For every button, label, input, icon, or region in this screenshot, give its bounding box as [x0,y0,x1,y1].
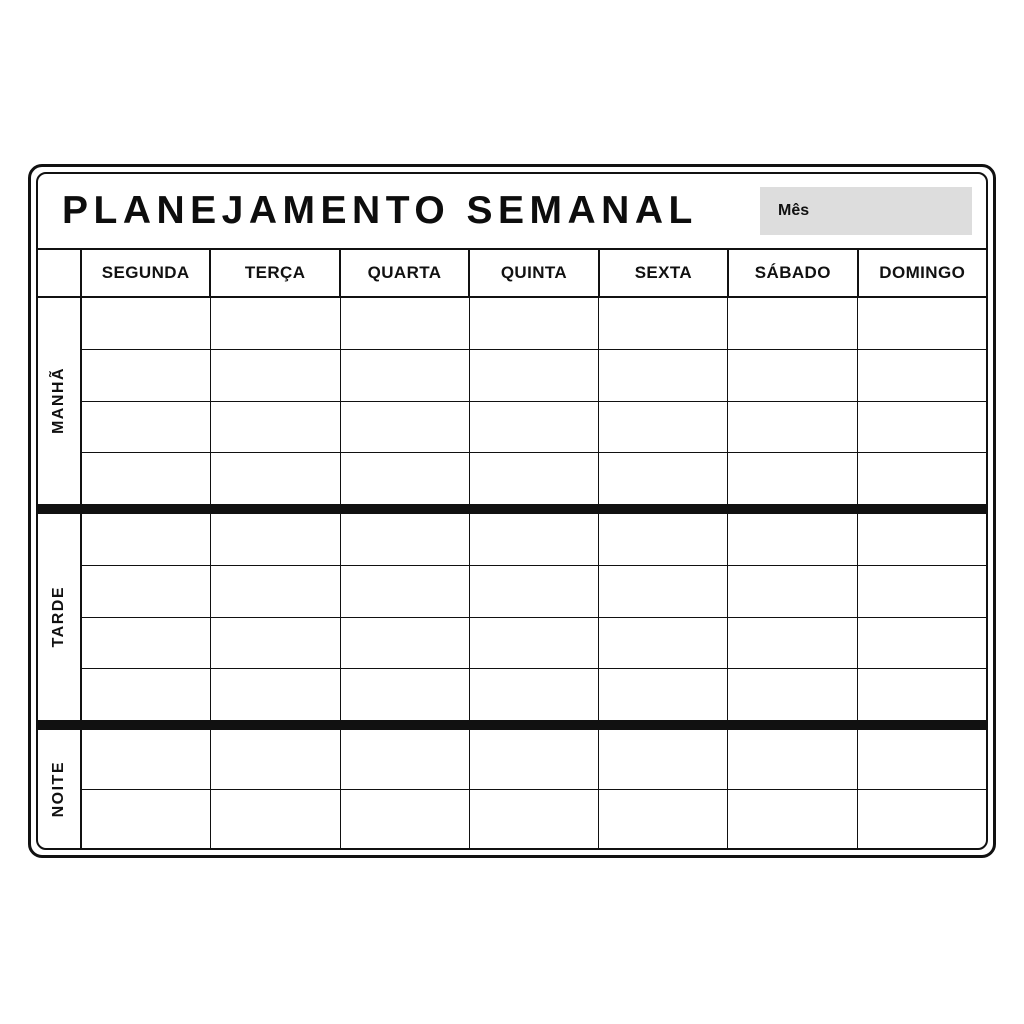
cell[interactable] [341,730,470,789]
cell[interactable] [470,350,599,401]
cell[interactable] [728,618,857,669]
table-row [82,730,986,790]
cell[interactable] [858,298,986,349]
table-row [82,790,986,849]
table-row [82,669,986,720]
period-grid-tarde [82,514,986,720]
cell[interactable] [470,669,599,720]
cell[interactable] [599,298,728,349]
section-divider [38,504,986,514]
cell[interactable] [211,402,340,453]
cell[interactable] [211,730,340,789]
cell[interactable] [858,790,986,849]
cell[interactable] [728,453,857,504]
cell[interactable] [341,669,470,720]
table-row [82,402,986,454]
cell[interactable] [211,566,340,617]
cell[interactable] [599,730,728,789]
period-block-tarde [38,514,986,720]
cell[interactable] [858,514,986,565]
cell[interactable] [599,790,728,849]
cell[interactable] [599,350,728,401]
month-label: Mês [778,202,810,219]
cell[interactable] [341,790,470,849]
section-divider [38,720,986,730]
period-grid-noite [82,730,986,848]
table-row [82,618,986,670]
planner-table [38,250,986,848]
day-header-domingo: DOMINGO [879,263,966,282]
period-block-manha [38,298,986,504]
cell[interactable] [728,730,857,789]
period-label-tarde-text: TARDE [50,586,67,648]
day-header-sabado: SÁBADO [729,250,858,296]
cell[interactable] [341,514,470,565]
cell[interactable] [82,566,211,617]
day-header-quinta: QUINTA [470,250,599,296]
cell[interactable] [82,298,211,349]
cell[interactable] [211,669,340,720]
cell[interactable] [470,790,599,849]
cell[interactable] [599,618,728,669]
page-title: PLANEJAMENTO SEMANAL [62,189,698,232]
cell[interactable] [599,514,728,565]
period-label-noite [38,730,82,848]
cell[interactable] [858,350,986,401]
cell[interactable] [470,453,599,504]
cell[interactable] [470,298,599,349]
cell[interactable] [211,790,340,849]
weekly-planner-board [28,164,996,858]
cell[interactable] [341,402,470,453]
table-row [82,350,986,402]
cell[interactable] [470,402,599,453]
cell[interactable] [211,350,340,401]
cell[interactable] [728,402,857,453]
title-bar [38,174,986,250]
table-row [82,514,986,566]
cell[interactable] [728,514,857,565]
period-grid-manha [82,298,986,504]
cell[interactable] [341,298,470,349]
table-row [82,453,986,504]
cell[interactable] [341,566,470,617]
cell[interactable] [211,298,340,349]
cell[interactable] [858,402,986,453]
day-header-quarta: QUARTA [341,250,470,296]
cell[interactable] [341,350,470,401]
cell[interactable] [858,730,986,789]
cell[interactable] [470,730,599,789]
cell[interactable] [470,514,599,565]
cell[interactable] [728,350,857,401]
cell[interactable] [82,453,211,504]
cell[interactable] [82,790,211,849]
cell[interactable] [728,790,857,849]
period-label-noite-text: NOITE [50,760,67,818]
cell[interactable] [599,453,728,504]
board-inner-frame [36,172,988,850]
day-header-sexta: SEXTA [600,250,729,296]
cell[interactable] [82,402,211,453]
cell[interactable] [341,618,470,669]
day-header-segunda: SEGUNDA [82,250,211,296]
cell[interactable] [82,669,211,720]
day-header-row [38,250,986,298]
cell[interactable] [728,298,857,349]
cell[interactable] [211,618,340,669]
cell[interactable] [728,566,857,617]
day-header-terca: TERÇA [211,250,340,296]
cell[interactable] [599,669,728,720]
table-row [82,298,986,350]
cell[interactable] [211,514,340,565]
period-label-tarde [38,514,82,720]
period-block-noite [38,730,986,848]
table-row [82,566,986,618]
cell[interactable] [470,618,599,669]
cell[interactable] [858,566,986,617]
cell[interactable] [470,566,599,617]
cell[interactable] [858,453,986,504]
period-label-manha-text: MANHÃ [50,367,67,435]
cell[interactable] [858,618,986,669]
cell[interactable] [82,350,211,401]
cell[interactable] [858,669,986,720]
cell[interactable] [599,402,728,453]
month-input[interactable] [760,187,972,235]
header-corner-cell [38,250,82,296]
period-label-manha [38,298,82,504]
cell[interactable] [599,566,728,617]
cell[interactable] [211,453,340,504]
cell[interactable] [82,730,211,789]
cell[interactable] [82,618,211,669]
cell[interactable] [341,453,470,504]
cell[interactable] [82,514,211,565]
cell[interactable] [728,669,857,720]
